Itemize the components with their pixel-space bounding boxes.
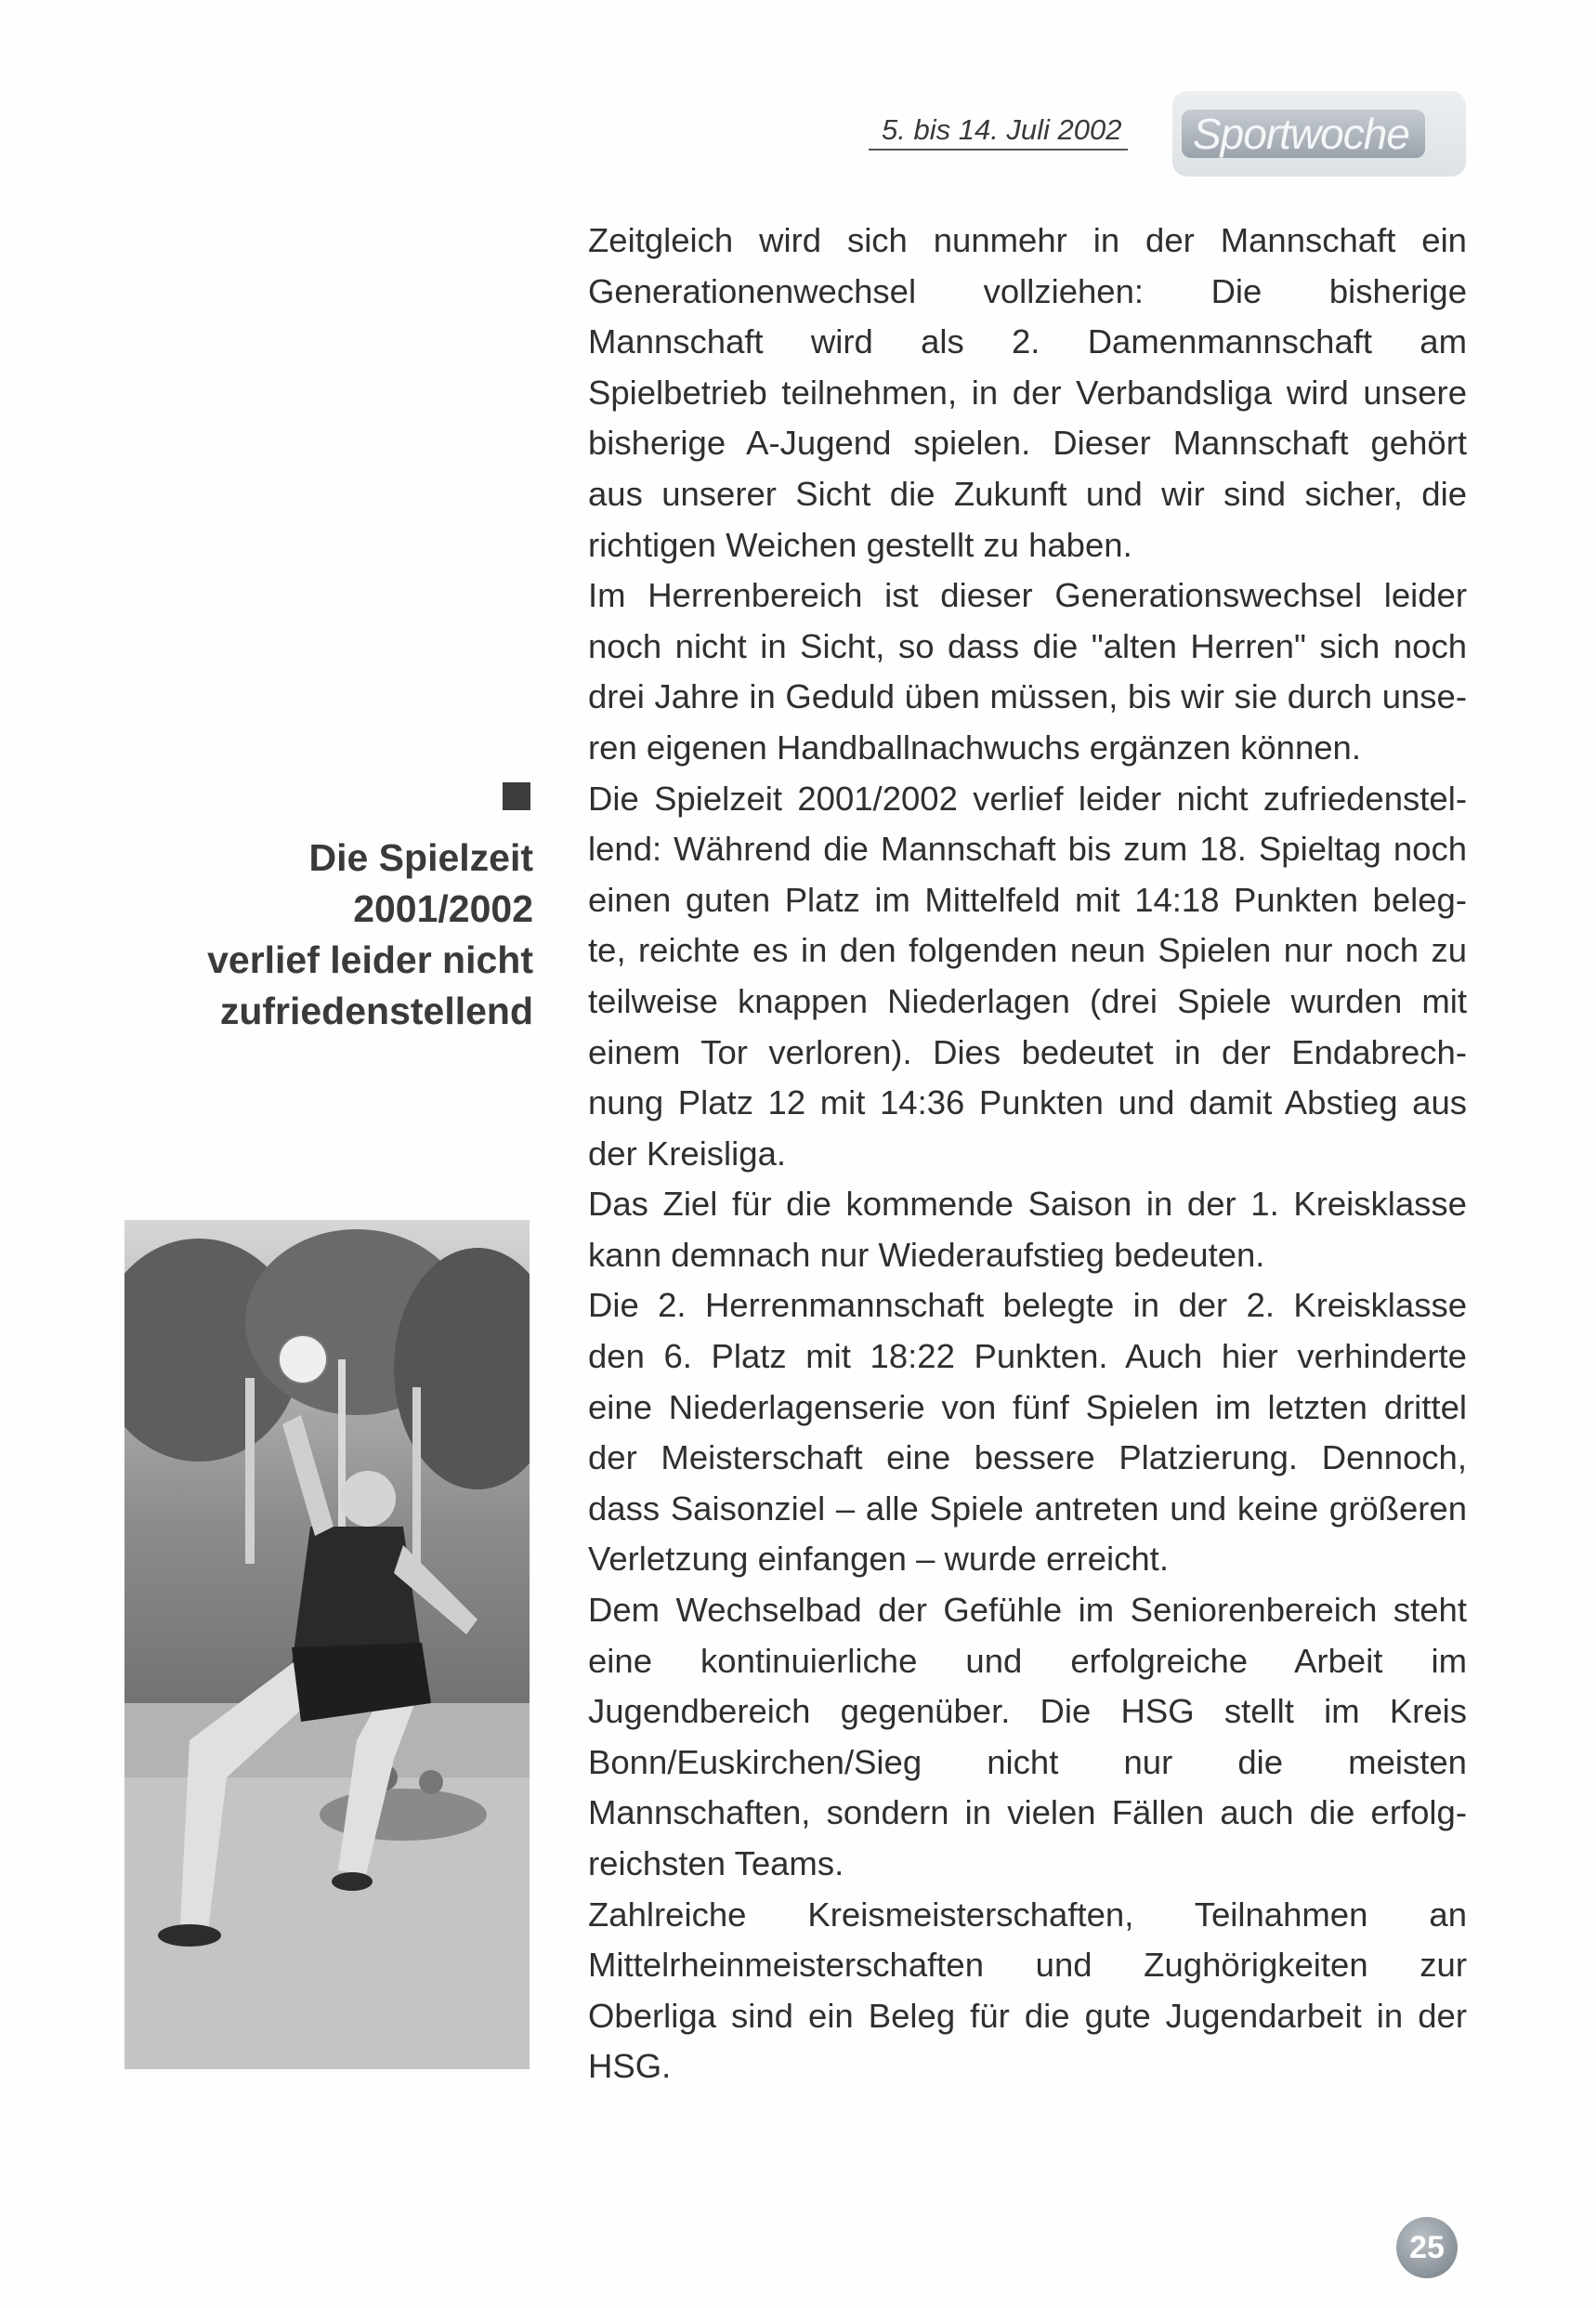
body-line: Jugendbereich gegenüber. Die HSG stellt im Kreis: [588, 1692, 1467, 1731]
body-line: ren eigenen Handballnachwuchs ergänzen können.: [588, 728, 1361, 767]
body-line: Zeitgleich wird sich nunmehr in der Mannschaft ein: [588, 221, 1467, 259]
bullet-square-icon: [503, 782, 530, 810]
body-line: eine Niederlagenserie von fünf Spielen im letzten drittel: [588, 1387, 1467, 1426]
body-line: kann demnach nur Wiederaufstieg bedeuten.: [588, 1235, 1265, 1274]
body-line: noch nicht in Sicht, so dass die "alten Herren" sich noch: [588, 626, 1467, 665]
body-line: der Meisterschaft eine bessere Platzierung. Dennoch,: [588, 1438, 1467, 1477]
body-line: der Kreisliga.: [588, 1134, 787, 1173]
body-line: reichsten Teams.: [588, 1844, 844, 1882]
body-line: Oberliga sind ein Beleg für die gute Jugendarbeit in der: [588, 1996, 1467, 2035]
body-line: Mannschaften, sondern in vielen Fällen auch die erfolg-: [588, 1793, 1467, 1832]
section-badge: [1172, 91, 1466, 177]
body-line: nung Platz 12 mit 14:36 Punkten und damit Abstieg aus: [588, 1083, 1467, 1122]
body-line: HSG.: [588, 2047, 672, 2086]
body-line: Die Spielzeit 2001/2002 verlief leider nicht zufriedenstel-: [588, 779, 1467, 818]
pull-quote-line: verlief leider nicht: [207, 938, 533, 981]
handball-player-photo-icon: [124, 1220, 530, 2069]
header-date: 5. bis 14. Juli 2002: [869, 111, 1128, 151]
section-badge-label: Sportwoche: [1182, 110, 1425, 158]
body-line: eine kontinuierliche und erfolgreiche Arbeit im: [588, 1641, 1467, 1680]
body-line: Zahlreiche Kreismeisterschaften, Teilnahmen an: [588, 1895, 1467, 1934]
body-line: Dem Wechselbad der Gefühle im Seniorenbereich steht: [588, 1591, 1467, 1630]
body-line: den 6. Platz mit 18:22 Punkten. Auch hier verhinderte: [588, 1337, 1467, 1376]
body-line: Mannschaft wird als 2. Damenmannschaft am: [588, 322, 1467, 361]
pull-quote: [139, 833, 533, 1037]
body-line: aus unserer Sicht die Zukunft und wir sind sicher, die: [588, 474, 1467, 513]
pull-quote-line: Die Spielzeit: [308, 836, 533, 879]
body-line: Die 2. Herrenmannschaft belegte in der 2. Kreisklasse: [588, 1286, 1467, 1325]
body-line: Im Herrenbereich ist dieser Generationswechsel leider: [588, 576, 1467, 615]
body-line: einen guten Platz im Mittelfeld mit 14:18 Punkten beleg-: [588, 880, 1467, 919]
body-line: Mittelrheinmeisterschaften und Zughörigkeiten zur: [588, 1946, 1467, 1985]
body-line: teilweise knappen Niederlagen (drei Spiele wurden mit: [588, 981, 1467, 1020]
action-photo: [124, 1220, 530, 2069]
body-line: bisherige A-Jugend spielen. Dieser Mannschaft gehört: [588, 424, 1467, 463]
pull-quote-line: zufriedenstellend: [219, 990, 533, 1032]
body-line: dass Saisonziel – alle Spiele antreten und keine größeren: [588, 1488, 1467, 1528]
article-body: [588, 216, 1467, 2092]
body-line: lend: Während die Mannschaft bis zum 18. Spieltag noch: [588, 830, 1467, 869]
pull-quote-line: 2001/2002: [353, 887, 533, 930]
body-line: Generationenwechsel vollziehen: Die bisherige: [588, 271, 1467, 310]
body-line: drei Jahre in Geduld üben müssen, bis wir sie durch unse-: [588, 677, 1467, 716]
body-line: Spielbetrieb teilnehmen, in der Verbandsliga wird unsere: [588, 373, 1467, 412]
body-line: Bonn/Euskirchen/Sieg nicht nur die meisten: [588, 1742, 1467, 1781]
body-line: richtigen Weichen gestellt zu haben.: [588, 525, 1132, 564]
body-line: Das Ziel für die kommende Saison in der 1. Kreisklasse: [588, 1185, 1467, 1224]
body-line: einem Tor verloren). Dies bedeutet in der Endabrech-: [588, 1032, 1467, 1071]
body-line: te, reichte es in den folgenden neun Spielen nur noch zu: [588, 931, 1467, 970]
page-number: 25: [1396, 2217, 1458, 2278]
body-line: Verletzung einfangen – wurde erreicht.: [588, 1540, 1169, 1579]
